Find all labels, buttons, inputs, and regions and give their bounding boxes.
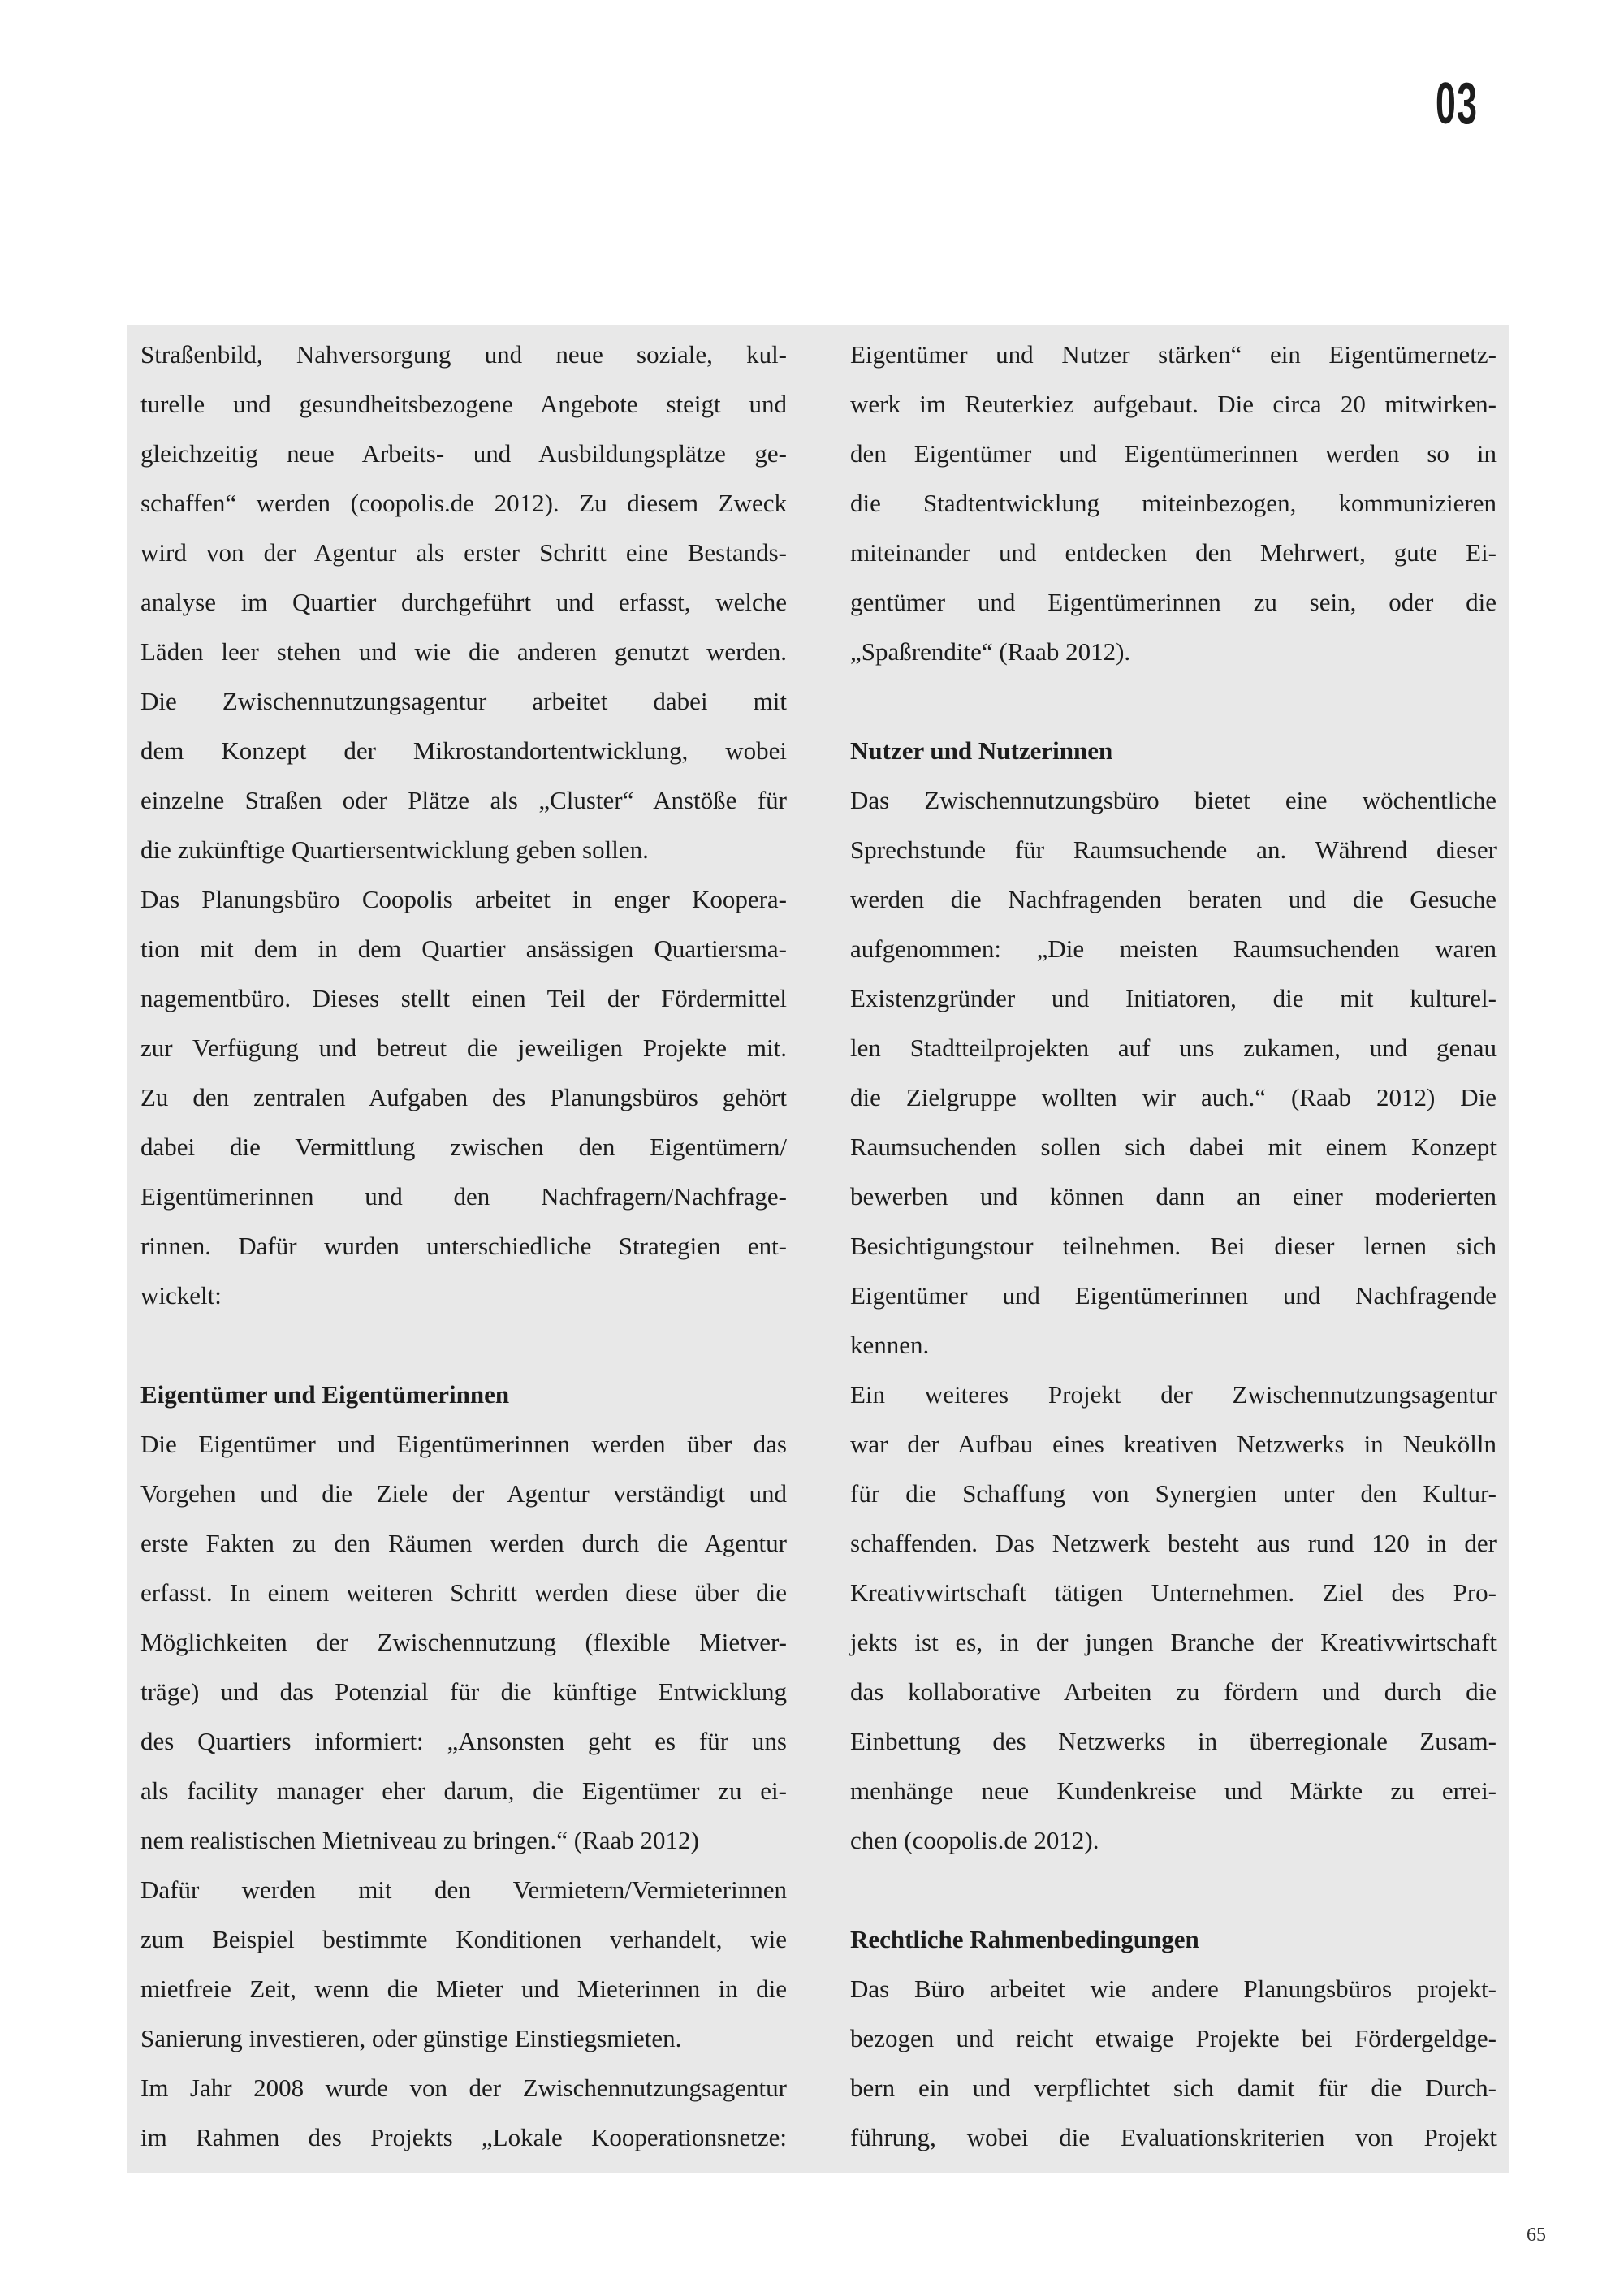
text-line: Rechtliche Rahmenbedingungen — [850, 1925, 1199, 1953]
text-line: wickelt: — [140, 1281, 222, 1310]
right-column — [850, 330, 1497, 2162]
text-line: Möglichkeiten der Zwischennutzung (flexible Mietver- — [140, 1628, 787, 1656]
text-line: nem realistischen Mietniveau zu bringen.“ (Raab 2012) — [140, 1826, 699, 1854]
paragraph — [140, 874, 787, 1320]
text-line: den Eigentümer und Eigentümerinnen werden so in — [850, 439, 1497, 468]
paragraph-spacer — [850, 1865, 1497, 1914]
text-line: Eigentümer und Nutzer stärken“ ein Eigentümernetz- — [850, 340, 1497, 369]
text-line: nagementbüro. Dieses stellt einen Teil der Fördermittel — [140, 984, 787, 1012]
text-line: analyse im Quartier durchgeführt und erfasst, welche — [140, 588, 787, 616]
text-line: Vorgehen und die Ziele der Agentur verständigt und — [140, 1479, 787, 1508]
paragraph — [850, 1964, 1497, 2162]
text-line: Einbettung des Netzwerks in überregionale Zusam- — [850, 1727, 1497, 1755]
text-line: bezogen und reicht etwaige Projekte bei Fördergeldge- — [850, 2024, 1497, 2052]
text-line: Die Eigentümer und Eigentümerinnen werden über das — [140, 1430, 787, 1458]
text-line: werk im Reuterkiez aufgebaut. Die circa 20 mitwirken- — [850, 390, 1497, 418]
text-line: Kreativwirtschaft tätigen Unternehmen. Ziel des Pro- — [850, 1578, 1497, 1607]
text-line: gentümer und Eigentümerinnen zu sein, oder die — [850, 588, 1497, 616]
text-line: Nutzer und Nutzerinnen — [850, 736, 1113, 765]
text-line: Eigentümerinnen und den Nachfragern/Nachfrage- — [140, 1182, 787, 1211]
text-line: Das Planungsbüro Coopolis arbeitet in enger Koopera- — [140, 885, 787, 913]
text-line: führung, wobei die Evaluationskriterien von Projekt — [850, 2123, 1497, 2151]
text-line: Existenzgründer und Initiatoren, die mit kulturel- — [850, 984, 1497, 1012]
text-line: das kollaborative Arbeiten zu fördern und durch die — [850, 1677, 1497, 1706]
text-line: aufgenommen: „Die meisten Raumsuchenden waren — [850, 934, 1497, 963]
text-line: einzelne Straßen oder Plätze als „Cluster“ Anstöße für — [140, 786, 787, 814]
text-line: werden die Nachfragenden beraten und die Gesuche — [850, 885, 1497, 913]
paragraph — [140, 2063, 787, 2162]
paragraph-spacer — [140, 1320, 787, 1370]
text-line: gleichzeitig neue Arbeits- und Ausbildungsplätze ge- — [140, 439, 787, 468]
section-heading — [140, 1370, 787, 1419]
text-line: die Zielgruppe wollten wir auch.“ (Raab 2012) Die — [850, 1083, 1497, 1111]
text-line: für die Schaffung von Synergien unter den Kultur- — [850, 1479, 1497, 1508]
text-line: Eigentümer und Eigentümerinnen — [140, 1380, 510, 1409]
text-line: Die Zwischennutzungsagentur arbeitet dabei mit — [140, 687, 787, 715]
text-line: die zukünftige Quartiersentwicklung geben sollen. — [140, 835, 649, 864]
text-line: rinnen. Dafür wurden unterschiedliche Strategien ent- — [140, 1232, 787, 1260]
text-line: zum Beispiel bestimmte Konditionen verhandelt, wie — [140, 1925, 787, 1953]
text-line: Dafür werden mit den Vermietern/Vermieterinnen — [140, 1875, 787, 1904]
text-line: erfasst. In einem weiteren Schritt werden diese über die — [140, 1578, 787, 1607]
text-line: Das Zwischennutzungsbüro bietet eine wöchentliche — [850, 786, 1497, 814]
text-line: Sprechstunde für Raumsuchende an. Während dieser — [850, 835, 1497, 864]
text-line: als facility manager eher darum, die Eigentümer zu ei- — [140, 1776, 787, 1805]
chapter-number: 03 — [1436, 71, 1479, 136]
text-line: Läden leer stehen und wie die anderen genutzt werden. — [140, 637, 787, 666]
text-line: Raumsuchenden sollen sich dabei mit einem Konzept — [850, 1133, 1497, 1161]
text-line: Besichtigungstour teilnehmen. Bei dieser lernen sich — [850, 1232, 1497, 1260]
text-line: kennen. — [850, 1331, 930, 1359]
text-line: Ein weiteres Projekt der Zwischennutzungsagentur — [850, 1380, 1497, 1409]
section-heading — [850, 726, 1497, 775]
text-line: chen (coopolis.de 2012). — [850, 1826, 1099, 1854]
text-line: Straßenbild, Nahversorgung und neue soziale, kul- — [140, 340, 787, 369]
text-line: erste Fakten zu den Räumen werden durch die Agentur — [140, 1529, 787, 1557]
text-line: träge) und das Potenzial für die künftige Entwicklung — [140, 1677, 787, 1706]
text-line: miteinander und entdecken den Mehrwert, gute Ei- — [850, 538, 1497, 567]
text-line: mietfreie Zeit, wenn die Mieter und Mieterinnen in die — [140, 1974, 787, 2003]
text-line: schaffen“ werden (coopolis.de 2012). Zu diesem Zweck — [140, 489, 787, 517]
text-line: dem Konzept der Mikrostandortentwicklung, wobei — [140, 736, 787, 765]
text-line: im Rahmen des Projekts „Lokale Kooperationsnetze: — [140, 2123, 787, 2151]
paragraph-spacer — [850, 676, 1497, 726]
text-line: Zu den zentralen Aufgaben des Planungsbüros gehört — [140, 1083, 787, 1111]
paragraph — [850, 1370, 1497, 1865]
paragraph — [140, 330, 787, 874]
text-line: len Stadtteilprojekten auf uns zukamen, und genau — [850, 1034, 1497, 1062]
text-line: war der Aufbau eines kreativen Netzwerks in Neukölln — [850, 1430, 1497, 1458]
text-line: Im Jahr 2008 wurde von der Zwischennutzungsagentur — [140, 2074, 787, 2102]
text-line: dabei die Vermittlung zwischen den Eigentümern/ — [140, 1133, 787, 1161]
text-line: zur Verfügung und betreut die jeweiligen Projekte mit. — [140, 1034, 787, 1062]
text-line: des Quartiers informiert: „Ansonsten geht es für uns — [140, 1727, 787, 1755]
text-line: turelle und gesundheitsbezogene Angebote steigt und — [140, 390, 787, 418]
text-line: Sanierung investieren, oder günstige Einstiegsmieten. — [140, 2024, 682, 2052]
text-line: schaffenden. Das Netzwerk besteht aus rund 120 in der — [850, 1529, 1497, 1557]
paragraph — [140, 1419, 787, 1865]
paragraph — [850, 775, 1497, 1370]
page-number: 65 — [1527, 2225, 1546, 2246]
section-heading — [850, 1914, 1497, 1964]
text-line: Eigentümer und Eigentümerinnen und Nachfragende — [850, 1281, 1497, 1310]
paragraph — [850, 330, 1497, 676]
text-line: menhänge neue Kundenkreise und Märkte zu errei- — [850, 1776, 1497, 1805]
left-column — [140, 330, 787, 2162]
text-line: Das Büro arbeitet wie andere Planungsbüros projekt- — [850, 1974, 1497, 2003]
text-line: jekts ist es, in der jungen Branche der Kreativwirtschaft — [850, 1628, 1497, 1656]
paragraph — [140, 1865, 787, 2063]
text-line: die Stadtentwicklung miteinbezogen, kommunizieren — [850, 489, 1497, 517]
text-line: bewerben und können dann an einer moderierten — [850, 1182, 1497, 1211]
text-line: wird von der Agentur als erster Schritt eine Bestands- — [140, 538, 787, 567]
text-box — [127, 325, 1509, 2173]
text-line: bern ein und verpflichtet sich damit für die Durch- — [850, 2074, 1497, 2102]
text-line: tion mit dem in dem Quartier ansässigen Quartiersma- — [140, 934, 787, 963]
text-line: „Spaßrendite“ (Raab 2012). — [850, 637, 1131, 666]
